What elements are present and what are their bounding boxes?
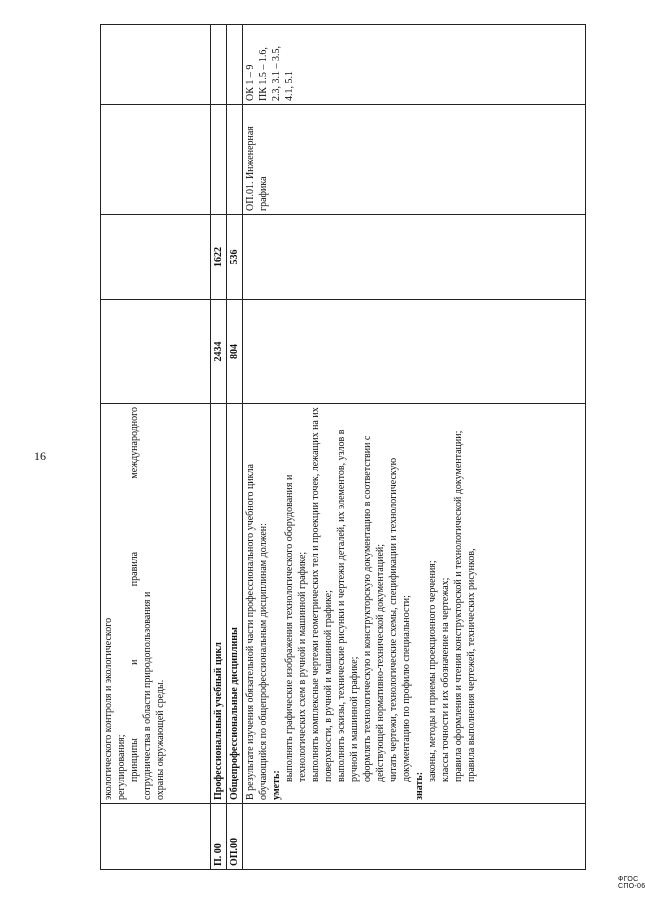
umet-item: выполнять эскизы, технические рисунки и чертежи деталей, их элементов, узлов в ручной и машинной графике; xyxy=(336,429,360,782)
table-row-op01 xyxy=(243,25,586,870)
cell-obligatory-empty xyxy=(243,215,586,300)
footer-code: ФГОС СПО-06 xyxy=(618,876,645,890)
cell-previous-content xyxy=(101,404,211,804)
cell-code-op00: ОП.00 xyxy=(227,804,243,870)
competency-line: ПК 1.5 – 1.6, xyxy=(258,47,269,101)
znat-item: законы, методы и приемы проекционного черчения; xyxy=(427,560,438,782)
word: и xyxy=(129,659,140,665)
previous-line: охраны окружающей среды. xyxy=(155,679,166,800)
cell-title-op00: Общепрофессиональные дисциплины xyxy=(227,404,243,804)
znat-item: классы точности и их обозначение на чертежах; xyxy=(440,577,451,782)
previous-line-split xyxy=(128,407,141,800)
word: правила xyxy=(129,551,140,587)
cell-competency-op01 xyxy=(243,25,586,105)
competency-line: ОК 1 – 9 xyxy=(245,64,256,101)
cell-competency-empty xyxy=(101,25,211,105)
rotated-table-page xyxy=(100,25,586,870)
intro-text: В результате изучения обязательной части профессионального учебного цикла обучающийся по общепрофессиональным дисциплинам должен: xyxy=(245,464,269,800)
cell-discipline-empty xyxy=(227,105,243,215)
cell-title-p00: Профессиональный учебный цикл xyxy=(211,404,227,804)
cell-code-empty xyxy=(101,804,211,870)
umet-item: читать чертежи, технологические схемы, спецификации и технологическую документацию по профилю специальности; xyxy=(388,457,412,782)
umet-item: оформлять технологическую и конструкторскую документацию в соответствии с действующей нормативно-технической документацией; xyxy=(362,435,386,782)
cell-max-load-empty xyxy=(243,300,586,404)
table-row-p00 xyxy=(211,25,227,870)
cell-max-load-empty xyxy=(101,300,211,404)
znat-item: правила оформления и чтения конструкторской и технологической документации; xyxy=(453,430,464,782)
cell-discipline-empty xyxy=(211,105,227,215)
cell-obligatory-p00: 1622 xyxy=(211,215,227,300)
cell-code-p00: П. 00 xyxy=(211,804,227,870)
competency-line: 4.1, 5.1 xyxy=(284,71,295,101)
previous-line: регулирования; xyxy=(116,734,127,800)
cell-max-load-p00: 2434 xyxy=(211,300,227,404)
cell-max-load-op00: 804 xyxy=(227,300,243,404)
cell-obligatory-empty xyxy=(101,215,211,300)
znat-label: знать: xyxy=(414,771,425,800)
previous-line: сотрудничества в области природопользования и xyxy=(142,591,153,800)
cell-competency-empty xyxy=(211,25,227,105)
umet-label: уметь: xyxy=(271,770,282,800)
umet-item: выполнять комплексные чертежи геометрических тел и проекции точек, лежащих на их поверхности, в ручной и машинной графике; xyxy=(310,407,334,782)
previous-line: экологического контроля и экологического xyxy=(103,617,114,800)
cell-code-empty xyxy=(243,804,586,870)
curriculum-table xyxy=(100,24,586,870)
competency-line: 2.3, 3.1 – 3.5, xyxy=(271,46,282,101)
table-row-previous xyxy=(101,25,211,870)
table-row-op00 xyxy=(227,25,243,870)
cell-obligatory-op00: 536 xyxy=(227,215,243,300)
word: принципы xyxy=(129,738,140,782)
cell-competency-empty xyxy=(227,25,243,105)
cell-discipline-op01: ОП.01. Инженерная графика xyxy=(243,105,586,215)
umet-item: выполнять графические изображения технологического оборудования и технологических схем в ручной и машинной графике; xyxy=(284,474,308,782)
znat-item: правила выполнения чертежей, технических рисунков, xyxy=(466,548,477,782)
word: международного xyxy=(129,407,140,479)
cell-op01-content xyxy=(243,404,586,804)
page-number: 16 xyxy=(34,449,46,463)
cell-discipline-empty xyxy=(101,105,211,215)
